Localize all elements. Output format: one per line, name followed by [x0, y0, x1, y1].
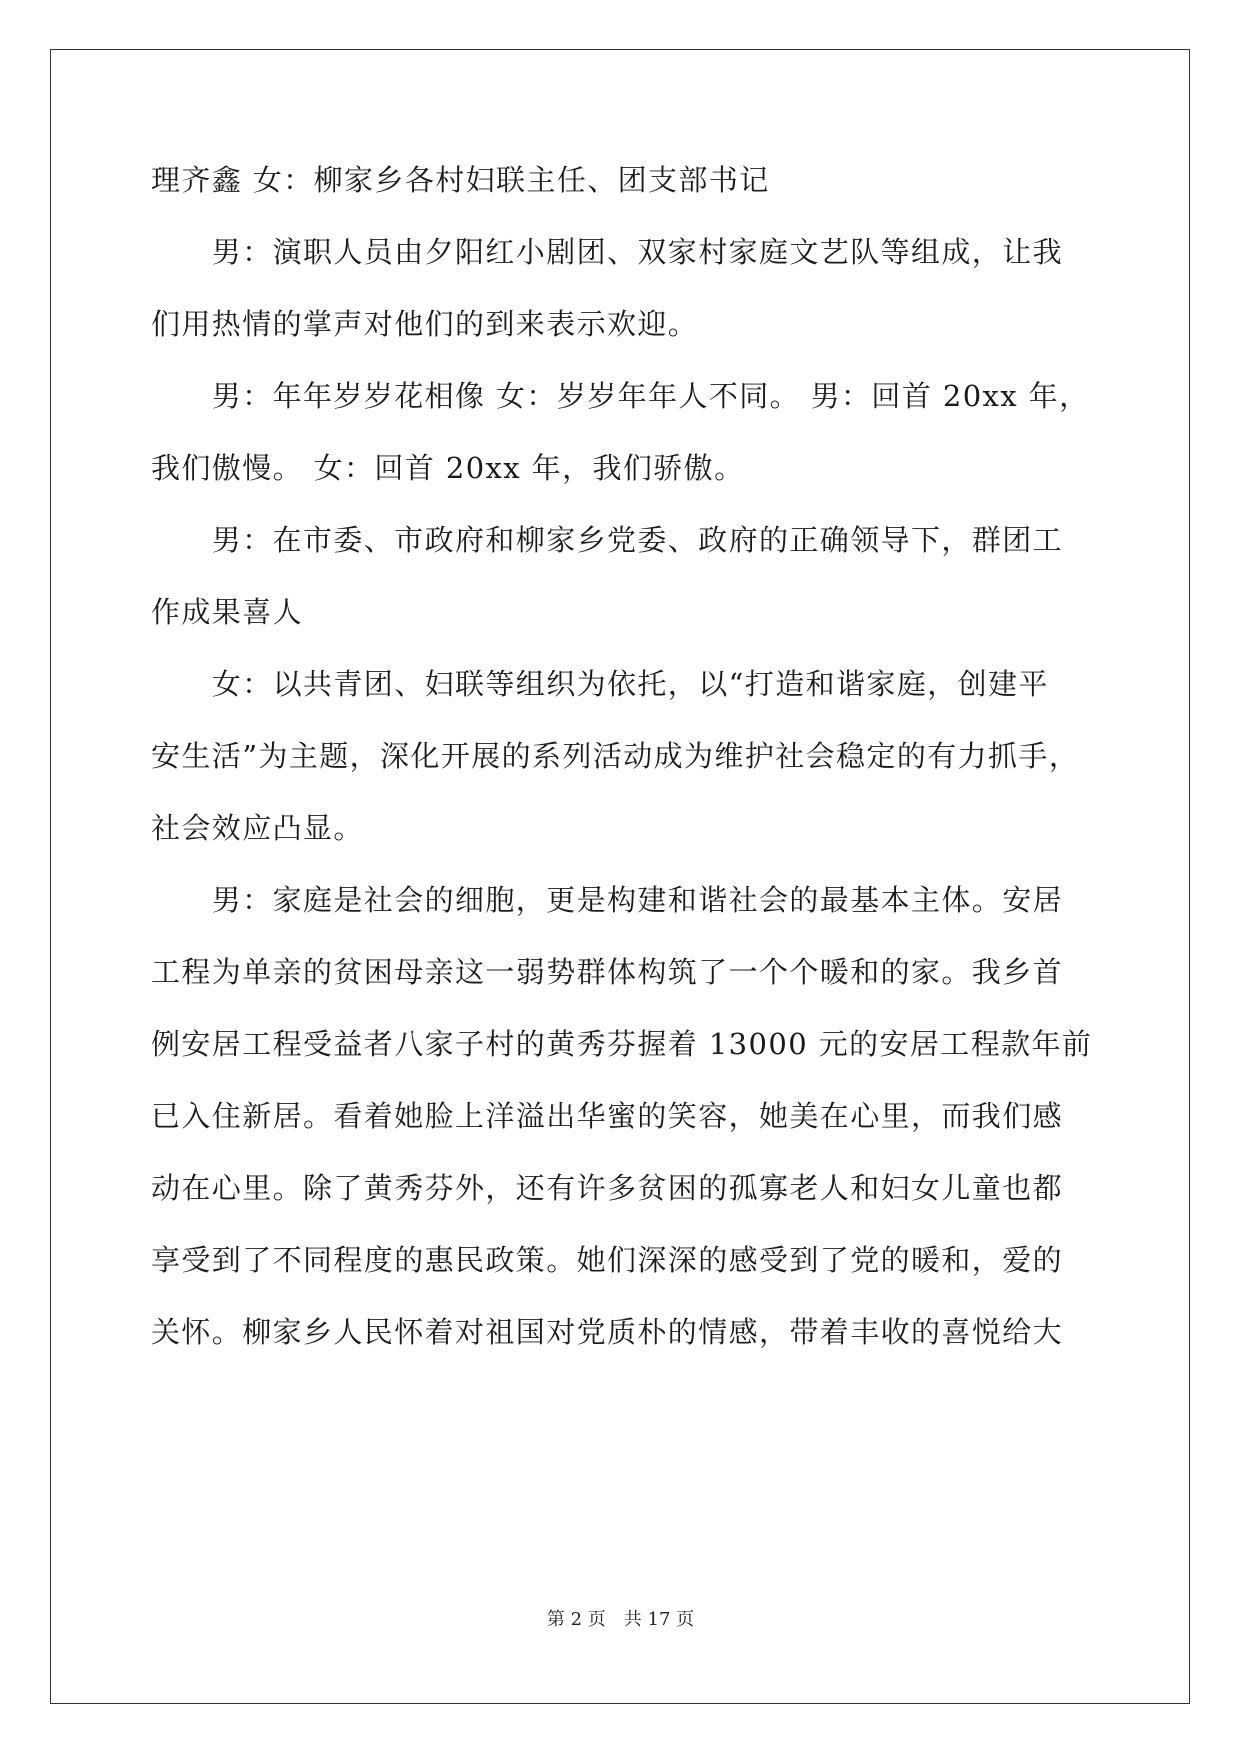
- text-line: 作成果喜人: [151, 595, 304, 629]
- text-line: 们用热情的掌声对他们的到来表示欢迎。: [151, 307, 699, 341]
- page-number-footer: 第 2 页 共 17 页: [546, 1609, 695, 1630]
- text-line: 理齐鑫 女：柳家乡各村妇联主任、团支部书记: [151, 163, 770, 197]
- text-line: 关怀。柳家乡人民怀着对祖国对党质朴的情感，带着丰收的喜悦给大: [151, 1315, 1064, 1349]
- text-line: 已入住新居。看着她脸上洋溢出华蜜的笑容，她美在心里，而我们感: [151, 1099, 1064, 1133]
- text-line: 女：以共青团、妇联等组织为依托，以“打造和谐家庭，创建平: [151, 667, 1049, 701]
- text-line: 男：家庭是社会的细胞，更是构建和谐社会的最基本主体。安居: [151, 883, 1064, 917]
- text-line: 社会效应凸显。: [151, 811, 364, 845]
- text-line: 例安居工程受益者八家子村的黄秀芬握着 13000 元的安居工程款年前: [151, 1027, 1093, 1061]
- page-border: [50, 49, 1190, 1704]
- text-line: 男：演职人员由夕阳红小剧团、双家村家庭文艺队等组成，让我: [151, 235, 1064, 269]
- text-line: 享受到了不同程度的惠民政策。她们深深的感受到了党的暖和，爱的: [151, 1243, 1064, 1277]
- text-line: 男：在市委、市政府和柳家乡党委、政府的正确领导下，群团工: [151, 523, 1064, 557]
- text-line: 工程为单亲的贫困母亲这一弱势群体构筑了一个个暖和的家。我乡首: [151, 955, 1064, 989]
- text-line: 男：年年岁岁花相像 女：岁岁年年人不同。 男：回首 20xx 年，: [151, 379, 1090, 413]
- text-line: 我们傲慢。 女：回首 20xx 年，我们骄傲。: [151, 451, 745, 485]
- text-line: 动在心里。除了黄秀芬外，还有许多贫困的孤寡老人和妇女儿童也都: [151, 1171, 1064, 1205]
- text-line: 安生活”为主题，深化开展的系列活动成为维护社会稳定的有力抓手，: [151, 739, 1080, 773]
